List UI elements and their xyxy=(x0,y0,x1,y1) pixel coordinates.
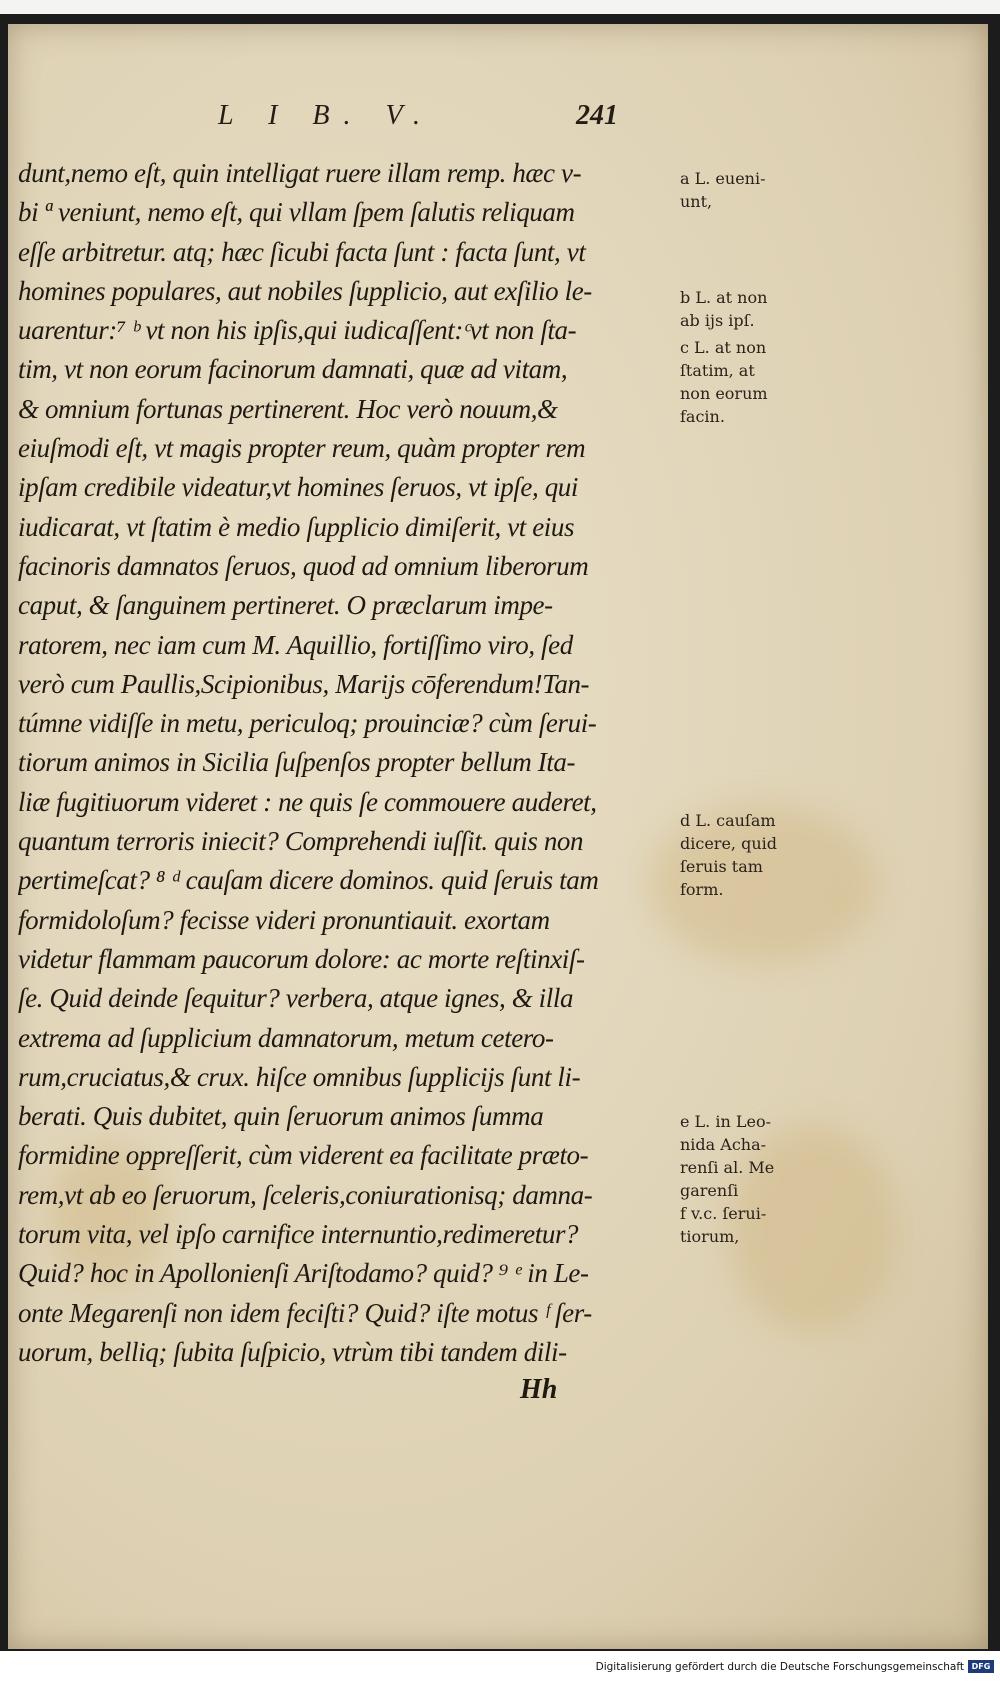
marginal-note xyxy=(680,809,830,901)
text-line: ſe. Quid deinde ſequitur? verbera, atque ignes, & illa xyxy=(18,983,574,1014)
marginal-note-line: renſi al. Me xyxy=(680,1158,775,1177)
marginal-note-line: facin. xyxy=(680,407,725,426)
marginal-note-line: unt, xyxy=(680,192,713,211)
text-line: onte Megarenſi non idem feciſti? Quid? iſte motus ᶠ ſer- xyxy=(18,1297,592,1328)
marginal-note-line: ab ijs ipſ. xyxy=(680,311,755,330)
page-number: 241 xyxy=(576,100,618,131)
text-line: & omnium fortunas pertinerent. Hoc verò nouum,& xyxy=(18,393,558,424)
text-line: ipſam credibile videatur,vt homines ſeruos, vt ipſe, qui xyxy=(18,472,578,503)
text-line: tiorum animos in Sicilia ſuſpenſos propter bellum Ita- xyxy=(18,747,576,778)
text-line: videtur flammam paucorum dolore: ac morte reſtinxiſ- xyxy=(18,943,585,974)
marginal-note xyxy=(680,286,830,332)
text-line: extrema ad ſupplicium damnatorum, metum cetero- xyxy=(18,1022,554,1053)
text-line: pertimeſcat? ⁸ ᵈ cauſam dicere dominos. quid ſeruis tam xyxy=(18,865,599,896)
marginal-note-line: tiorum, xyxy=(680,1227,740,1246)
text-line: uorum, belliq; ſubita ſuſpicio, vtrùm tibi tandem dili- xyxy=(18,1336,567,1367)
dfg-logo: DFG xyxy=(968,1660,994,1673)
marginal-note-line: c L. at non xyxy=(680,338,767,357)
funding-credit: Digitalisierung gefördert durch die Deutsche Forschungsgemeinschaft xyxy=(595,1661,964,1673)
scan-top-edge xyxy=(0,0,1000,14)
text-line: caput, & ſanguinem pertineret. O præclarum impe- xyxy=(18,590,553,621)
marginal-note xyxy=(680,336,830,428)
marginal-note xyxy=(680,1110,830,1248)
text-line: Quid? hoc in Apollonienſi Ariſtodamo? quid? ⁹ ᵉ in Le- xyxy=(18,1258,589,1289)
text-line: quantum terroris iniecit? Comprehendi iuſſit. quis non xyxy=(18,826,584,857)
text-line: eiuſmodi eſt, vt magis propter reum, quàm propter rem xyxy=(18,433,586,464)
text-line: formidoloſum? fecisse videri pronuntiauit. exortam xyxy=(18,904,550,935)
marginal-note-line: non eorum xyxy=(680,384,768,403)
text-line: verò cum Paullis,Scipionibus, Marijs cōferendum!Tan- xyxy=(18,668,590,699)
text-line: dunt,nemo eſt, quin intelligat ruere illam remp. hæc v- xyxy=(18,158,582,188)
text-line: facinoris damnatos ſeruos, quod ad omnium liberorum xyxy=(18,550,589,581)
text-line: ratorem, nec iam cum M. Aquillio, fortiſſimo viro, ſed xyxy=(18,629,573,660)
digitization-footer xyxy=(0,1651,1000,1687)
book-page xyxy=(8,24,988,1649)
text-line: eſſe arbitretur. atq; hæc ſicubi facta ſunt : facta ſunt, vt xyxy=(18,236,586,267)
marginal-note-line: e L. in Leo- xyxy=(680,1112,771,1131)
text-line: rem,vt ab eo ſeruorum, ſceleris,coniurationisq; damna- xyxy=(18,1179,593,1210)
running-head: L I B. V. xyxy=(218,100,434,131)
marginal-note-line: form. xyxy=(680,880,724,899)
marginal-note-line: garenſi xyxy=(680,1181,739,1200)
text-line: iudicarat, vt ſtatim è medio ſupplicio dimiſerit, vt eius xyxy=(18,511,575,542)
marginal-note-line: b L. at non xyxy=(680,288,768,307)
text-line: homines populares, aut nobiles ſupplicio, aut exſilio le- xyxy=(18,275,592,306)
marginal-note-line: dicere, quid xyxy=(680,834,777,853)
catchword: Hh xyxy=(520,1374,558,1405)
body-text xyxy=(18,154,668,1372)
text-line: berati. Quis dubitet, quin ſeruorum animos ſumma xyxy=(18,1101,544,1132)
text-line: liæ fugitiuorum videret : ne quis ſe commouere auderet, xyxy=(18,786,597,817)
marginal-note-line: ſeruis tam xyxy=(680,857,763,876)
text-line: bi ª veniunt, nemo eſt, qui vllam ſpem ſalutis reliquam xyxy=(18,197,575,228)
marginal-note-line: ſtatim, at xyxy=(680,361,755,380)
marginal-note-line: nida Acha- xyxy=(680,1135,767,1154)
page-header xyxy=(8,98,988,140)
text-line: tim, vt non eorum facinorum damnati, quæ ad vitam, xyxy=(18,354,568,385)
text-line: formidine oppreſſerit, cùm viderent ea facilitate præto- xyxy=(18,1140,589,1171)
marginal-note-line: d L. cauſam xyxy=(680,811,776,830)
marginal-note-line: a L. eueni- xyxy=(680,169,766,188)
text-line: rum,cruciatus,& crux. hiſce omnibus ſupplicijs ſunt li- xyxy=(18,1061,581,1092)
marginal-note xyxy=(680,167,830,213)
marginal-note-line: f v.c. ſerui- xyxy=(680,1204,767,1223)
text-line: túmne vidiſſe in metu, periculoq; prouinciæ? cùm ſerui- xyxy=(18,708,597,739)
text-line: uarentur:⁷ ᵇ vt non his ipſis,qui iudicaſſent:ᶜvt non ſta- xyxy=(18,315,577,346)
text-line: torum vita, vel ipſo carnifice internuntio,redimeretur? xyxy=(18,1219,579,1250)
